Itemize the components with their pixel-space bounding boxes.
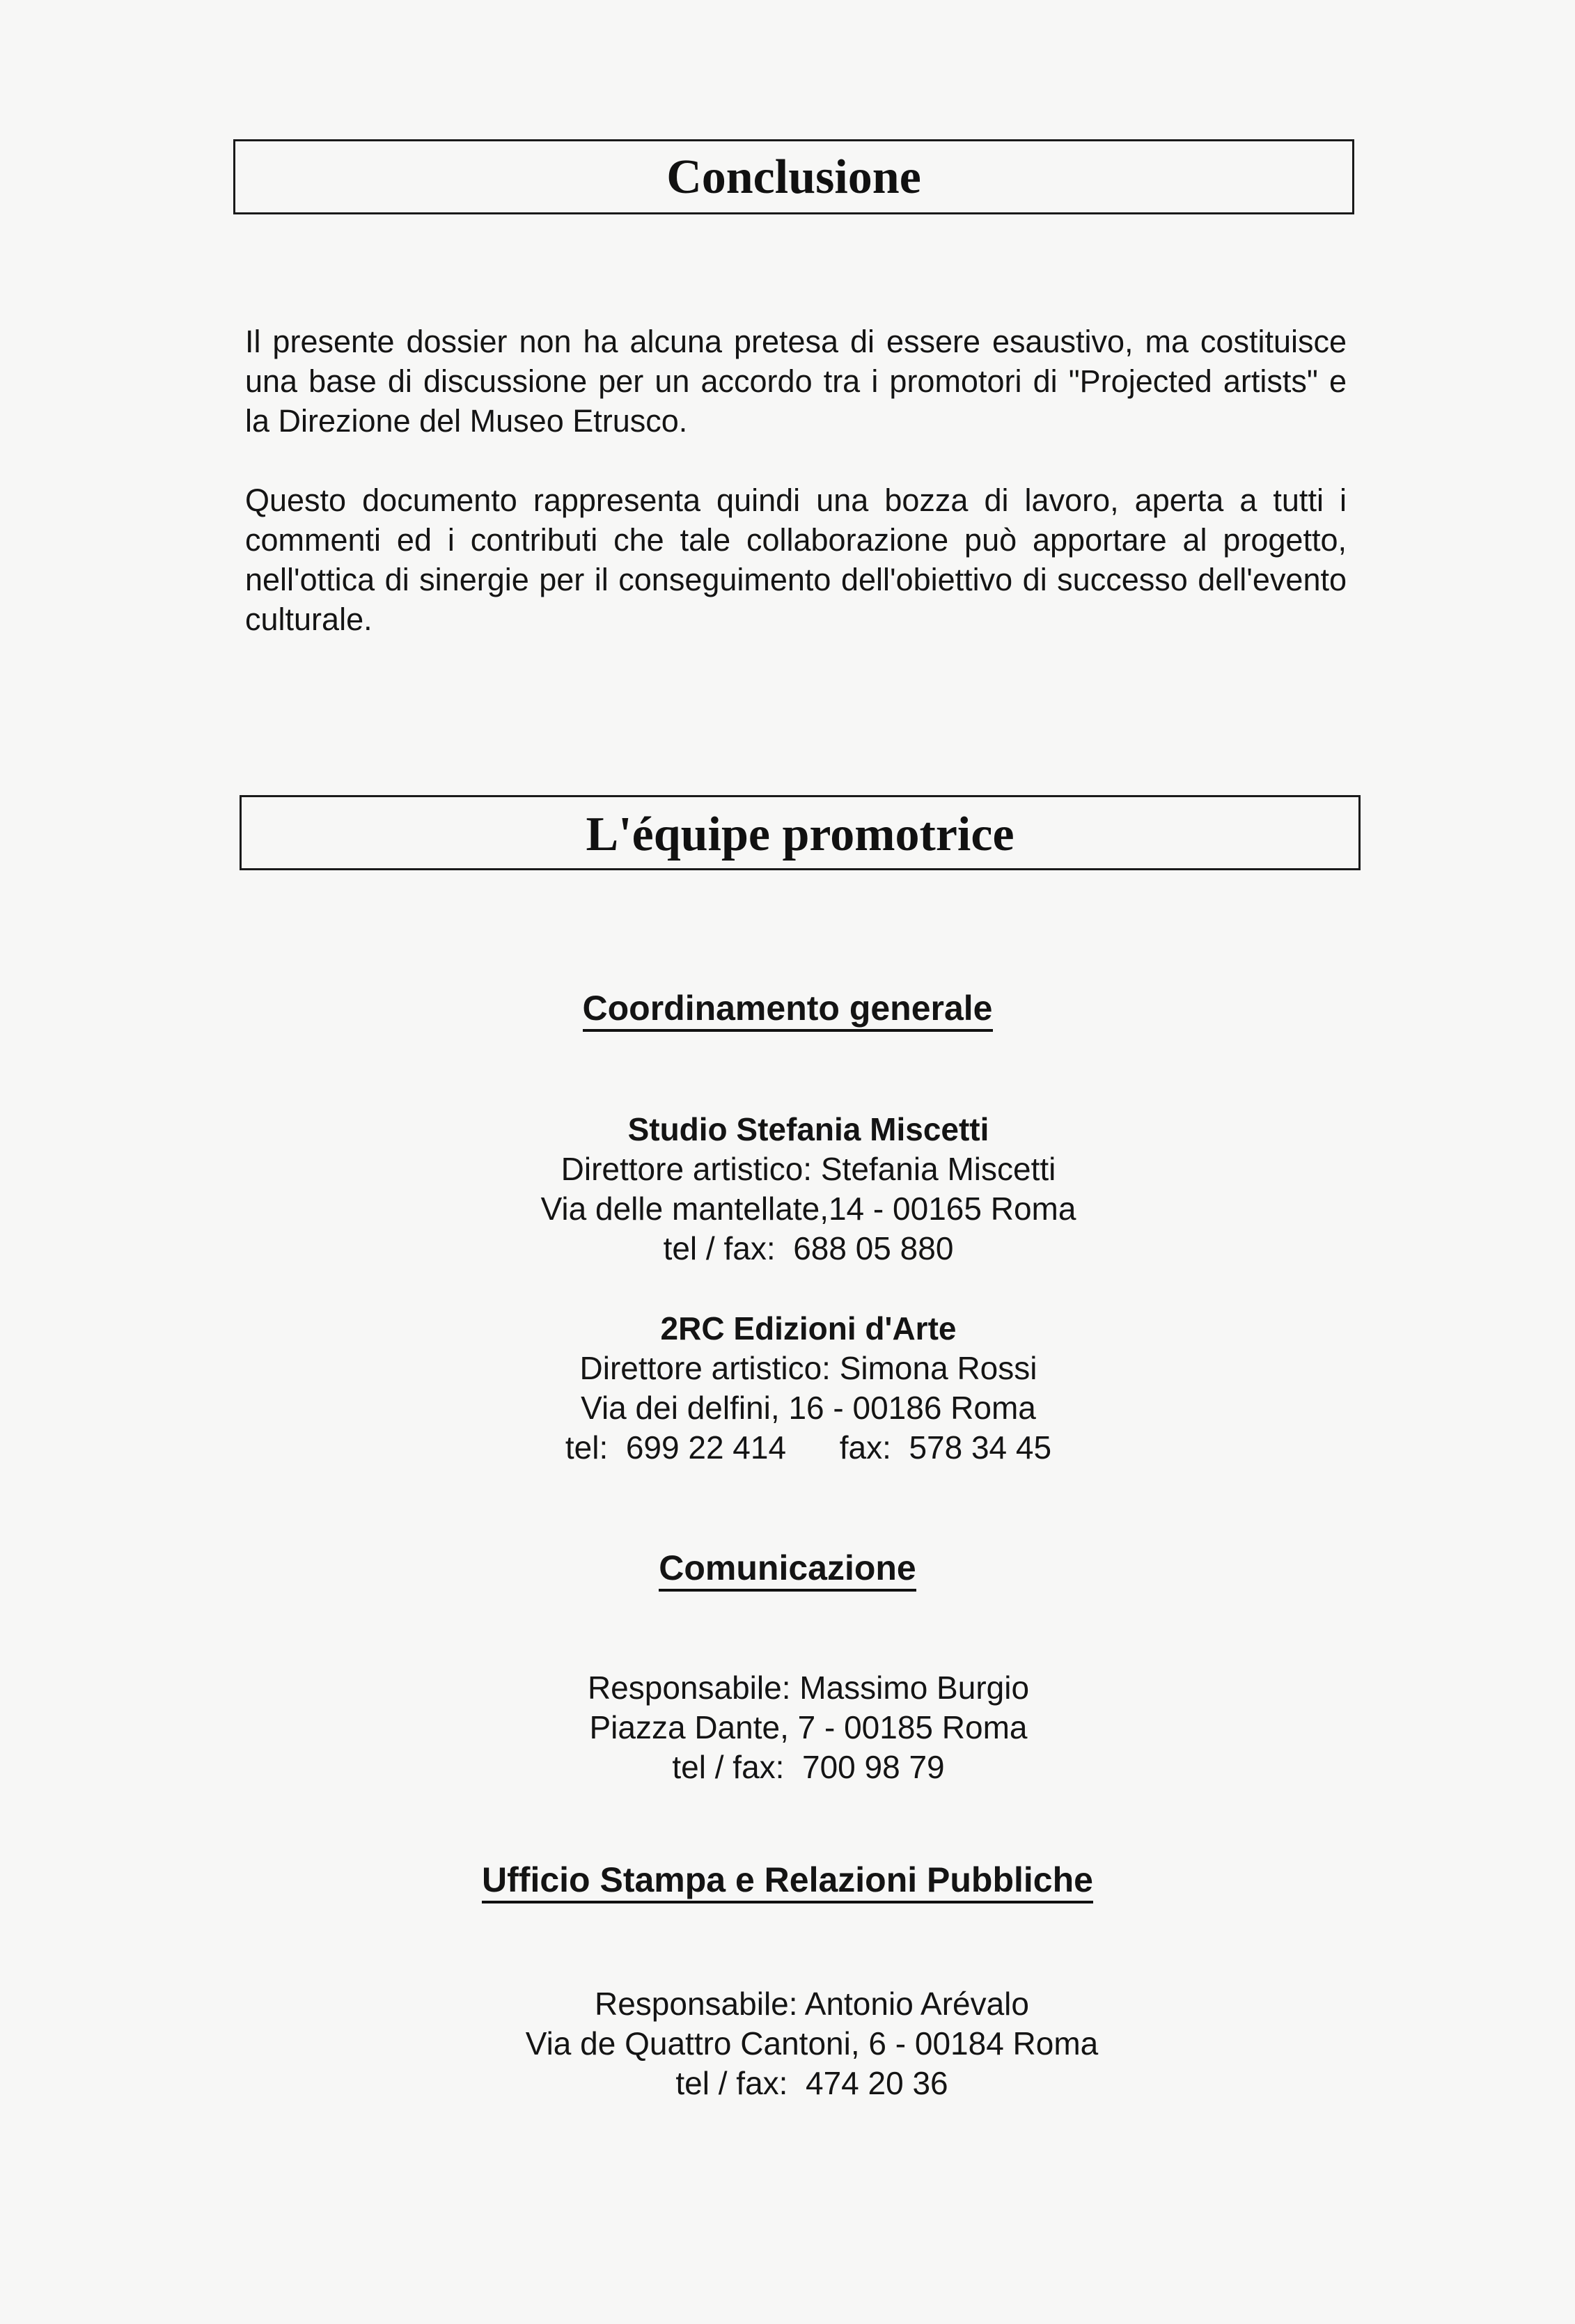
ufficio-stampa-address: Via de Quattro Cantoni, 6 - 00184 Roma xyxy=(525,2025,1099,2062)
ufficio-stampa-section-title xyxy=(0,1859,1575,1901)
comunicazione-phone: tel / fax: 700 98 79 xyxy=(672,1749,945,1785)
conclusione-paragraph-1: Il presente dossier non ha alcuna pretesa di essere esaustivo, ma costituisce una base di discussione per un accordo tra i promotori di "Projected artists" e la Direzione del Museo Etrusco. xyxy=(245,324,1347,439)
ufficio-stampa-title-text: Ufficio Stampa e Relazioni Pubbliche xyxy=(482,1860,1093,1903)
studio-address: Via delle mantellate,14 - 00165 Roma xyxy=(540,1191,1076,1227)
studio-phone: tel / fax: 688 05 880 xyxy=(663,1230,954,1266)
comunicazione-title-text: Comunicazione xyxy=(659,1548,916,1592)
comunicazione-contact xyxy=(21,1668,1575,1787)
comunicazione-address: Piazza Dante, 7 - 00185 Roma xyxy=(589,1709,1028,1745)
edizioni-2rc-contact xyxy=(21,1309,1575,1468)
studio-name: Studio Stefania Miscetti xyxy=(627,1111,989,1147)
comunicazione-responsabile: Responsabile: Massimo Burgio xyxy=(587,1670,1030,1706)
studio-miscetti-contact xyxy=(21,1110,1575,1269)
ufficio-stampa-phone: tel / fax: 474 20 36 xyxy=(675,2065,948,2101)
edizioni-name: 2RC Edizioni d'Arte xyxy=(660,1310,957,1346)
ufficio-stampa-contact xyxy=(24,1984,1575,2103)
edizioni-director: Direttore artistico: Simona Rossi xyxy=(579,1350,1037,1386)
coordinamento-title-text: Coordinamento generale xyxy=(583,989,993,1032)
studio-director: Direttore artistico: Stefania Miscetti xyxy=(561,1151,1056,1187)
ufficio-stampa-responsabile: Responsabile: Antonio Arévalo xyxy=(595,1986,1029,2022)
conclusione-paragraph-2: Questo documento rappresenta quindi una bozza di lavoro, aperta a tutti i commenti ed i contributi che tale collaborazione può apportare al progetto, nell'ottica di sinergie per il conseguimento dell'obiettivo di successo dell'evento culturale. xyxy=(245,482,1347,637)
edizioni-phone: tel: 699 22 414 fax: 578 34 45 xyxy=(565,1429,1052,1466)
equipe-heading: L'équipe promotrice xyxy=(240,795,1361,870)
conclusione-heading: Conclusione xyxy=(233,139,1354,214)
comunicazione-section-title xyxy=(0,1547,1575,1589)
coordinamento-section-title xyxy=(0,987,1575,1029)
edizioni-address: Via dei delfini, 16 - 00186 Roma xyxy=(581,1390,1036,1426)
